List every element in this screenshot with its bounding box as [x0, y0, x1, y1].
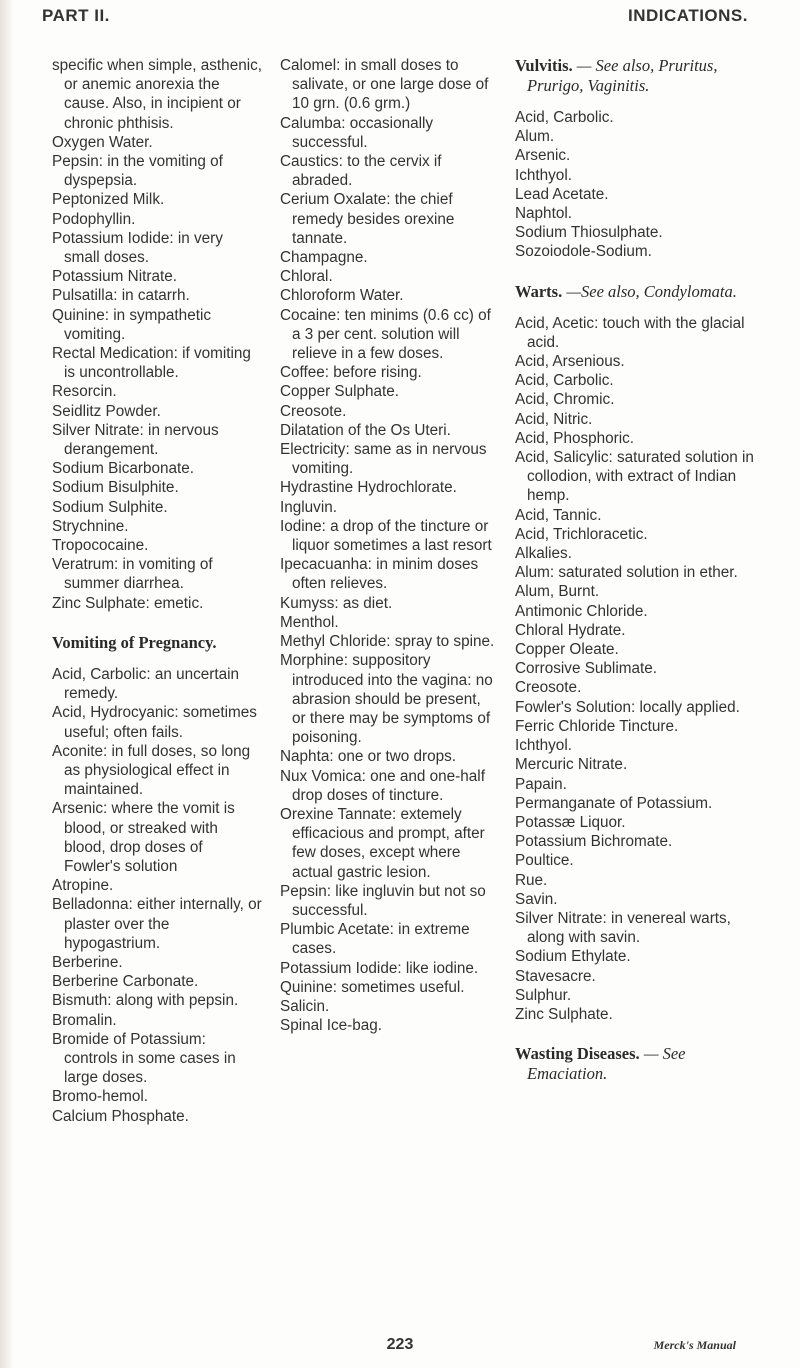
index-entry: Rue. [515, 871, 548, 889]
page-number: 223 [386, 1336, 414, 1353]
index-entry: Pepsin: like ingluvin but not so successful. [280, 882, 486, 919]
index-entry: Potassium Nitrate. [52, 268, 177, 286]
column-3 [515, 56, 755, 1096]
index-entry: Calumba: occasionally successful. [280, 114, 434, 151]
index-entry: Corrosive Sublimate. [515, 660, 657, 678]
index-entry: Quinine: sometimes useful. [280, 978, 465, 996]
heading-wasting-see-also: — See Emaciation. [527, 1044, 686, 1084]
index-entry: Kumyss: as diet. [280, 594, 393, 612]
index-entry: Arsenic. [515, 147, 571, 165]
heading-warts [515, 282, 755, 302]
column-1 [52, 56, 262, 1126]
index-entry: Creosote. [515, 679, 582, 697]
index-entry: Podophyllin. [52, 210, 136, 228]
index-entry: Atropine. [52, 877, 114, 895]
index-entry: Calomel: in small doses to salivate, or one large dose of 10 grn. (0.6 grm.) [280, 57, 489, 113]
index-entry: Cerium Oxalate: the chief remedy besides orexine tannate. [280, 191, 455, 247]
publisher-mark: Merck's Manual [653, 1338, 736, 1352]
index-entry: Zinc Sulphate: emetic. [52, 594, 204, 612]
index-entry: Alkalies. [515, 545, 572, 563]
index-entry: Silver Nitrate: in nervous derangement. [52, 421, 219, 459]
heading-vulvitis [515, 56, 755, 96]
index-entry: Arsenic: where the vomit is blood, or streaked with blood, drop doses of Fowler's solution [52, 800, 235, 875]
index-entry: Potassium Iodide: like iodine. [280, 959, 479, 977]
index-entry: Chloroform Water. [280, 287, 404, 305]
index-entry: Cocaine: ten minims (0.6 cc) of a 3 per cent. solution will relieve in a few doses. [280, 306, 491, 363]
index-entry: Acid, Arsenious. [515, 353, 625, 371]
index-entry: Potassium Iodide: in very small doses. [52, 229, 223, 267]
index-entry: Methyl Chloride: spray to spine. [280, 633, 495, 651]
index-entry: Papain. [515, 775, 567, 793]
index-entry: Alum: saturated solution in ether. [515, 564, 738, 582]
index-entry: Naphtol. [515, 205, 572, 223]
heading-warts-title: Warts. [515, 281, 563, 301]
index-entry: Caustics: to the cervix if abraded. [280, 153, 442, 190]
index-entry: Dilatation of the Os Uteri. [280, 421, 451, 439]
heading-wasting-diseases [515, 1044, 755, 1084]
index-entry: Oxygen Water. [52, 133, 153, 151]
index-entry: Berberine. [52, 953, 123, 971]
index-entry: Champagne. [280, 249, 368, 267]
column-2 [280, 56, 498, 1035]
index-entry: Bismuth: along with pepsin. [52, 992, 239, 1010]
index-entry: Bromide of Potassium: controls in some cases in large doses. [52, 1030, 236, 1087]
index-entry: Orexine Tannate: extemely efficacious and prompt, after few doses, except where actual gastric lesion. [280, 805, 485, 881]
index-entry: Sodium Thiosulphate. [515, 224, 663, 242]
index-entry: Ichthyol. [515, 737, 572, 755]
running-header-right: INDICATIONS. [628, 6, 748, 25]
index-entry: Peptonized Milk. [52, 191, 165, 209]
index-entry: Coffee: before rising. [280, 364, 422, 382]
index-entry: Acid, Trichloracetic. [515, 525, 648, 543]
index-entry: Creosote. [280, 402, 347, 420]
index-entry: specific when simple, asthenic, or anemic anorexia the cause. Also, in incipient or chronic phthisis. [52, 57, 263, 132]
index-entry: Ingluvin. [280, 498, 337, 516]
index-entry: Fowler's Solution: locally applied. [515, 698, 740, 716]
index-entry: Rectal Medication: if vomiting is uncontrollable. [52, 345, 251, 382]
index-entry: Sodium Bisulphite. [52, 479, 179, 497]
index-entry: Strychnine. [52, 517, 129, 535]
index-entry: Belladonna: either internally, or plaster over the hypogastrium. [52, 896, 262, 952]
heading-vomiting-of-pregnancy: Vomiting of Pregnancy. [52, 632, 217, 652]
index-entry: Tropococaine. [52, 537, 149, 555]
index-entry: Bromalin. [52, 1011, 117, 1029]
index-entry: Alum, Burnt. [515, 583, 600, 601]
index-entry: Mercuric Nitrate. [515, 756, 628, 774]
index-entry: Berberine Carbonate. [52, 973, 199, 991]
index-entry: Acid, Phosphoric. [515, 429, 635, 447]
index-entry: Acid, Hydrocyanic: sometimes useful; often fails. [52, 704, 257, 741]
index-entry: Zinc Sulphate. [515, 1005, 613, 1023]
index-entry: Ichthyol. [515, 166, 572, 184]
index-entry: Veratrum: in vomiting of summer diarrhea. [52, 556, 213, 593]
index-entry: Chloral. [280, 268, 333, 286]
index-entry: Ipecacuanha: in minim doses often relieves. [280, 556, 479, 593]
index-entry: Lead Acetate. [515, 185, 609, 203]
vulvitis-entries [515, 108, 755, 262]
index-entry: Acid, Nitric. [515, 410, 593, 428]
index-entry: Salicin. [280, 997, 330, 1015]
index-entry: Acid, Tannic. [515, 506, 602, 524]
index-entry: Nux Vomica: one and one-half drop doses of tincture. [280, 767, 485, 804]
index-entry: Sodium Sulphite. [52, 498, 168, 516]
index-entry: Acid, Salicylic: saturated solution in collodion, with extract of Indian hemp. [515, 449, 754, 505]
index-entry: Acid, Chromic. [515, 391, 615, 409]
index-entry: Sodium Ethylate. [515, 948, 631, 966]
running-header-left: PART II. [42, 6, 110, 25]
index-entry: Sulphur. [515, 986, 572, 1004]
index-entry: Poultice. [515, 852, 574, 870]
index-entry: Resorcin. [52, 383, 117, 401]
index-entry: Quinine: in sympathetic vomiting. [52, 306, 211, 343]
index-entry: Bromo-hemol. [52, 1088, 149, 1106]
index-entry: Potassæ Liquor. [515, 813, 626, 831]
index-entry: Pulsatilla: in catarrh. [52, 287, 190, 305]
heading-vulvitis-see-also: — See also, Pruritus, Prurigo, Vaginitis. [527, 56, 718, 95]
index-entry: Acid, Acetic: touch with the glacial acid. [515, 314, 745, 351]
warts-entries [515, 314, 755, 1025]
heading-warts-see-also: —See also, Condylomata. [566, 281, 737, 301]
index-entry: Acid, Carbolic. [515, 372, 614, 390]
index-entry: Silver Nitrate: in venereal warts, along with savin. [515, 909, 731, 947]
column-1-entries-pregnancy [52, 665, 262, 1126]
index-entry: Acid, Carbolic. [515, 109, 614, 126]
index-entry: Seidlitz Powder. [52, 402, 161, 420]
page-edge-shadow [0, 0, 14, 1368]
index-entry: Copper Sulphate. [280, 383, 400, 401]
index-entry: Savin. [515, 890, 558, 908]
index-entry: Ferric Chloride Tincture. [515, 717, 679, 735]
index-entry: Menthol. [280, 613, 339, 631]
index-entry: Sozoiodole-Sodium. [515, 243, 652, 261]
index-entry: Alum. [515, 128, 555, 146]
index-entry: Hydrastine Hydrochlorate. [280, 479, 457, 497]
index-entry: Potassium Bichromate. [515, 833, 673, 851]
index-entry: Aconite: in full doses, so long as physiological effect in maintained. [52, 742, 251, 799]
index-entry: Sodium Bicarbonate. [52, 460, 195, 478]
index-entry: Chloral Hydrate. [515, 621, 626, 639]
index-entry: Calcium Phosphate. [52, 1107, 189, 1125]
index-entry: Electricity: same as in nervous vomiting. [280, 441, 487, 478]
column-2-entries [280, 56, 498, 1035]
index-entry: Plumbic Acetate: in extreme cases. [280, 921, 470, 958]
heading-wasting-title: Wasting Diseases. [515, 1044, 640, 1064]
index-entry: Antimonic Chloride. [515, 602, 648, 620]
index-entry: Naphta: one or two drops. [280, 748, 457, 766]
index-entry: Acid, Carbolic: an uncertain remedy. [52, 665, 240, 703]
index-entry: Stavesacre. [515, 967, 596, 985]
index-entry: Pepsin: in the vomiting of dyspepsia. [52, 153, 223, 190]
index-entry: Permanganate of Potassium. [515, 794, 713, 812]
index-entry: Iodine: a drop of the tincture or liquor sometimes a last resort [280, 517, 492, 555]
index-entry: Morphine: suppository introduced into the vagina: no abrasion should be present, or there may be symptoms of poisoning. [280, 652, 493, 747]
heading-vulvitis-title: Vulvitis. [515, 56, 573, 75]
index-entry: Copper Oleate. [515, 641, 619, 659]
column-1-entries [52, 56, 262, 613]
index-entry: Spinal Ice-bag. [280, 1017, 383, 1035]
